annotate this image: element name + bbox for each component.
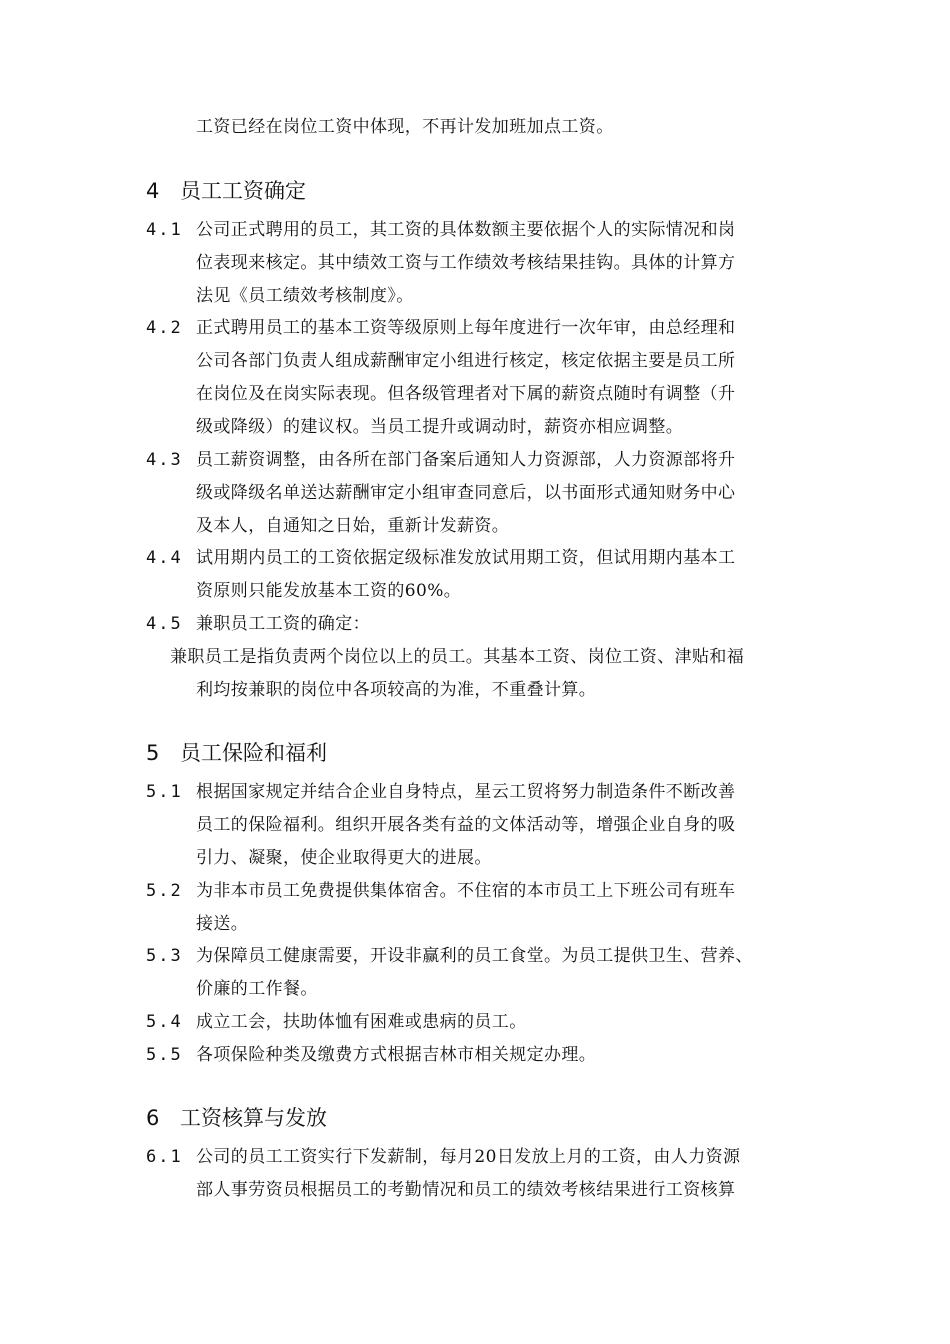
item-number-4-4: 4.4 [146,548,183,568]
note-line: 利均按兼职的岗位中各项较高的为准，不重叠计算。 [196,680,597,700]
item-line: 兼职员工工资的确定： [196,614,370,634]
item-line: 及本人，自通知之日始，重新计发薪资。 [196,516,510,536]
intro-line: 工资已经在岗位工资中体现，不再计发加班加点工资。 [196,117,614,137]
item-line: 公司正式聘用的员工，其工资的具体数额主要依据个人的实际情况和岗 [196,220,736,240]
item-number-5-5: 5.5 [146,1045,183,1065]
item-number-4-1: 4.1 [146,220,183,240]
item-line: 为非本市员工免费提供集体宿舍。不住宿的本市员工上下班公司有班车 [196,881,736,901]
item-line: 各项保险种类及缴费方式根据吉林市相关规定办理。 [196,1045,597,1065]
item-line: 公司的员工工资实行下发薪制，每月20日发放上月的工资，由人力资源 [196,1147,741,1167]
item-line: 部人事劳资员根据员工的考勤情况和员工的绩效考核结果进行工资核算 [196,1180,736,1200]
item-line: 级或降级名单送达薪酬审定小组审查同意后，以书面形式通知财务中心 [196,483,736,503]
section-number: 4 [146,179,160,203]
item-number-6-1: 6.1 [146,1147,183,1167]
item-line: 位表现来核定。其中绩效工资与工作绩效考核结果挂钩。具体的计算方 [196,253,736,273]
section-number: 5 [146,741,160,765]
item-number-4-3: 4.3 [146,450,183,470]
item-number-5-3: 5.3 [146,946,183,966]
item-line: 法见《员工绩效考核制度》。 [196,286,414,306]
section-title: 工资核算与发放 [180,1106,327,1130]
item-line: 员工的保险福利。组织开展各类有益的文体活动等，增强企业自身的吸 [196,815,736,835]
item-number-4-2: 4.2 [146,318,183,338]
item-number-5-2: 5.2 [146,881,183,901]
item-line: 公司各部门负责人组成薪酬审定小组进行核定，核定依据主要是员工所 [196,351,736,371]
item-line: 资原则只能发放基本工资的60%。 [196,581,462,601]
section-title: 员工保险和福利 [180,741,327,765]
item-line: 为保障员工健康需要，开设非赢利的员工食堂。为员工提供卫生、营养、 [196,946,753,966]
item-line: 接送。 [196,914,249,934]
item-number-5-1: 5.1 [146,782,183,802]
item-line: 在岗位及在岗实际表现。但各级管理者对下属的薪资点随时有调整（升 [196,384,736,404]
item-line: 试用期内员工的工资依据定级标准发放试用期工资，但试用期内基本工 [196,548,736,568]
item-number-5-4: 5.4 [146,1012,183,1032]
item-line: 员工薪资调整，由各所在部门备案后通知人力资源部，人力资源部将升 [196,450,736,470]
item-line: 正式聘用员工的基本工资等级原则上每年度进行一次年审，由总经理和 [196,318,736,338]
item-line: 级或降级）的建议权。当员工提升或调动时，薪资亦相应调整。 [196,417,684,437]
section-number: 6 [146,1106,160,1130]
section-title: 员工工资确定 [180,179,306,203]
item-line: 价廉的工作餐。 [196,979,318,999]
item-line: 成立工会，扶助体恤有困难或患病的员工。 [196,1012,527,1032]
note-line: 兼职员工是指负责两个岗位以上的员工。其基本工资、岗位工资、津贴和福 [170,647,745,667]
section-heading-5 [146,740,327,766]
section-heading-6 [146,1105,327,1131]
item-line: 引力、凝聚，使企业取得更大的进展。 [196,848,492,868]
item-number-4-5: 4.5 [146,614,183,634]
section-heading-4 [146,178,306,204]
item-line: 根据国家规定并结合企业自身特点，星云工贸将努力制造条件不断改善 [196,782,736,802]
